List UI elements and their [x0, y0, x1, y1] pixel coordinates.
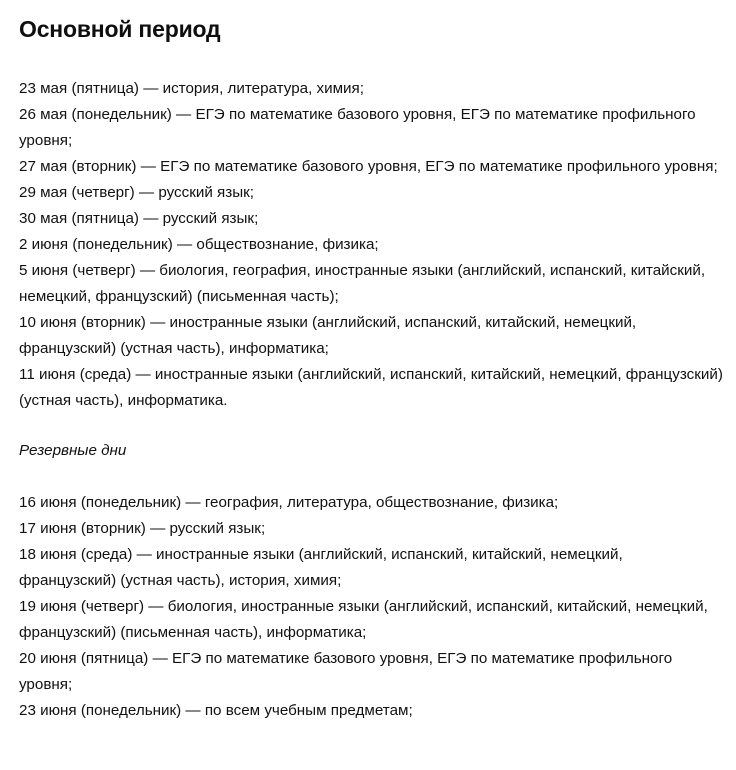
- schedule-item: 20 июня (пятница) — ЕГЭ по математике базового уровня, ЕГЭ по математике профильного уровня;: [19, 650, 673, 693]
- schedule-item: 11 июня (среда) — иностранные языки (английский, испанский, китайский, немецкий, французский) (устная часть), информатика.: [19, 366, 723, 409]
- schedule-item: 29 мая (четверг) — русский язык;: [19, 184, 255, 201]
- schedule-item: 19 июня (четверг) — биология, иностранные языки (английский, испанский, китайский, немецкий, французский) (письменная часть), информатика;: [19, 598, 708, 641]
- schedule-item: 17 июня (вторник) — русский язык;: [19, 520, 266, 537]
- section-subtitle-reserve-days: Резервные дни: [19, 442, 127, 459]
- section-title-main-period: Основной период: [19, 16, 221, 42]
- schedule-item: 10 июня (вторник) — иностранные языки (английский, испанский, китайский, немецкий, французский) (устная часть), информатика;: [19, 314, 637, 357]
- reserve-days-schedule-list: [19, 490, 724, 724]
- schedule-item: 23 мая (пятница) — история, литература, химия;: [19, 80, 364, 97]
- schedule-item: 30 мая (пятница) — русский язык;: [19, 210, 259, 227]
- article-content: [19, 0, 724, 724]
- schedule-item: 2 июня (понедельник) — обществознание, физика;: [19, 236, 379, 253]
- schedule-item: 18 июня (среда) — иностранные языки (английский, испанский, китайский, немецкий, французский) (устная часть), история, химия;: [19, 546, 623, 589]
- schedule-item: 27 мая (вторник) — ЕГЭ по математике базового уровня, ЕГЭ по математике профильного уровня;: [19, 158, 718, 175]
- schedule-item: 23 июня (понедельник) — по всем учебным предметам;: [19, 702, 413, 719]
- schedule-item: 26 мая (понедельник) — ЕГЭ по математике базового уровня, ЕГЭ по математике профильного уровня;: [19, 106, 696, 149]
- main-period-schedule-list: [19, 76, 724, 414]
- schedule-item: 5 июня (четверг) — биология, география, иностранные языки (английский, испанский, китайский, немецкий, французский) (письменная часть);: [19, 262, 706, 305]
- schedule-item: 16 июня (понедельник) — география, литература, обществознание, физика;: [19, 494, 559, 511]
